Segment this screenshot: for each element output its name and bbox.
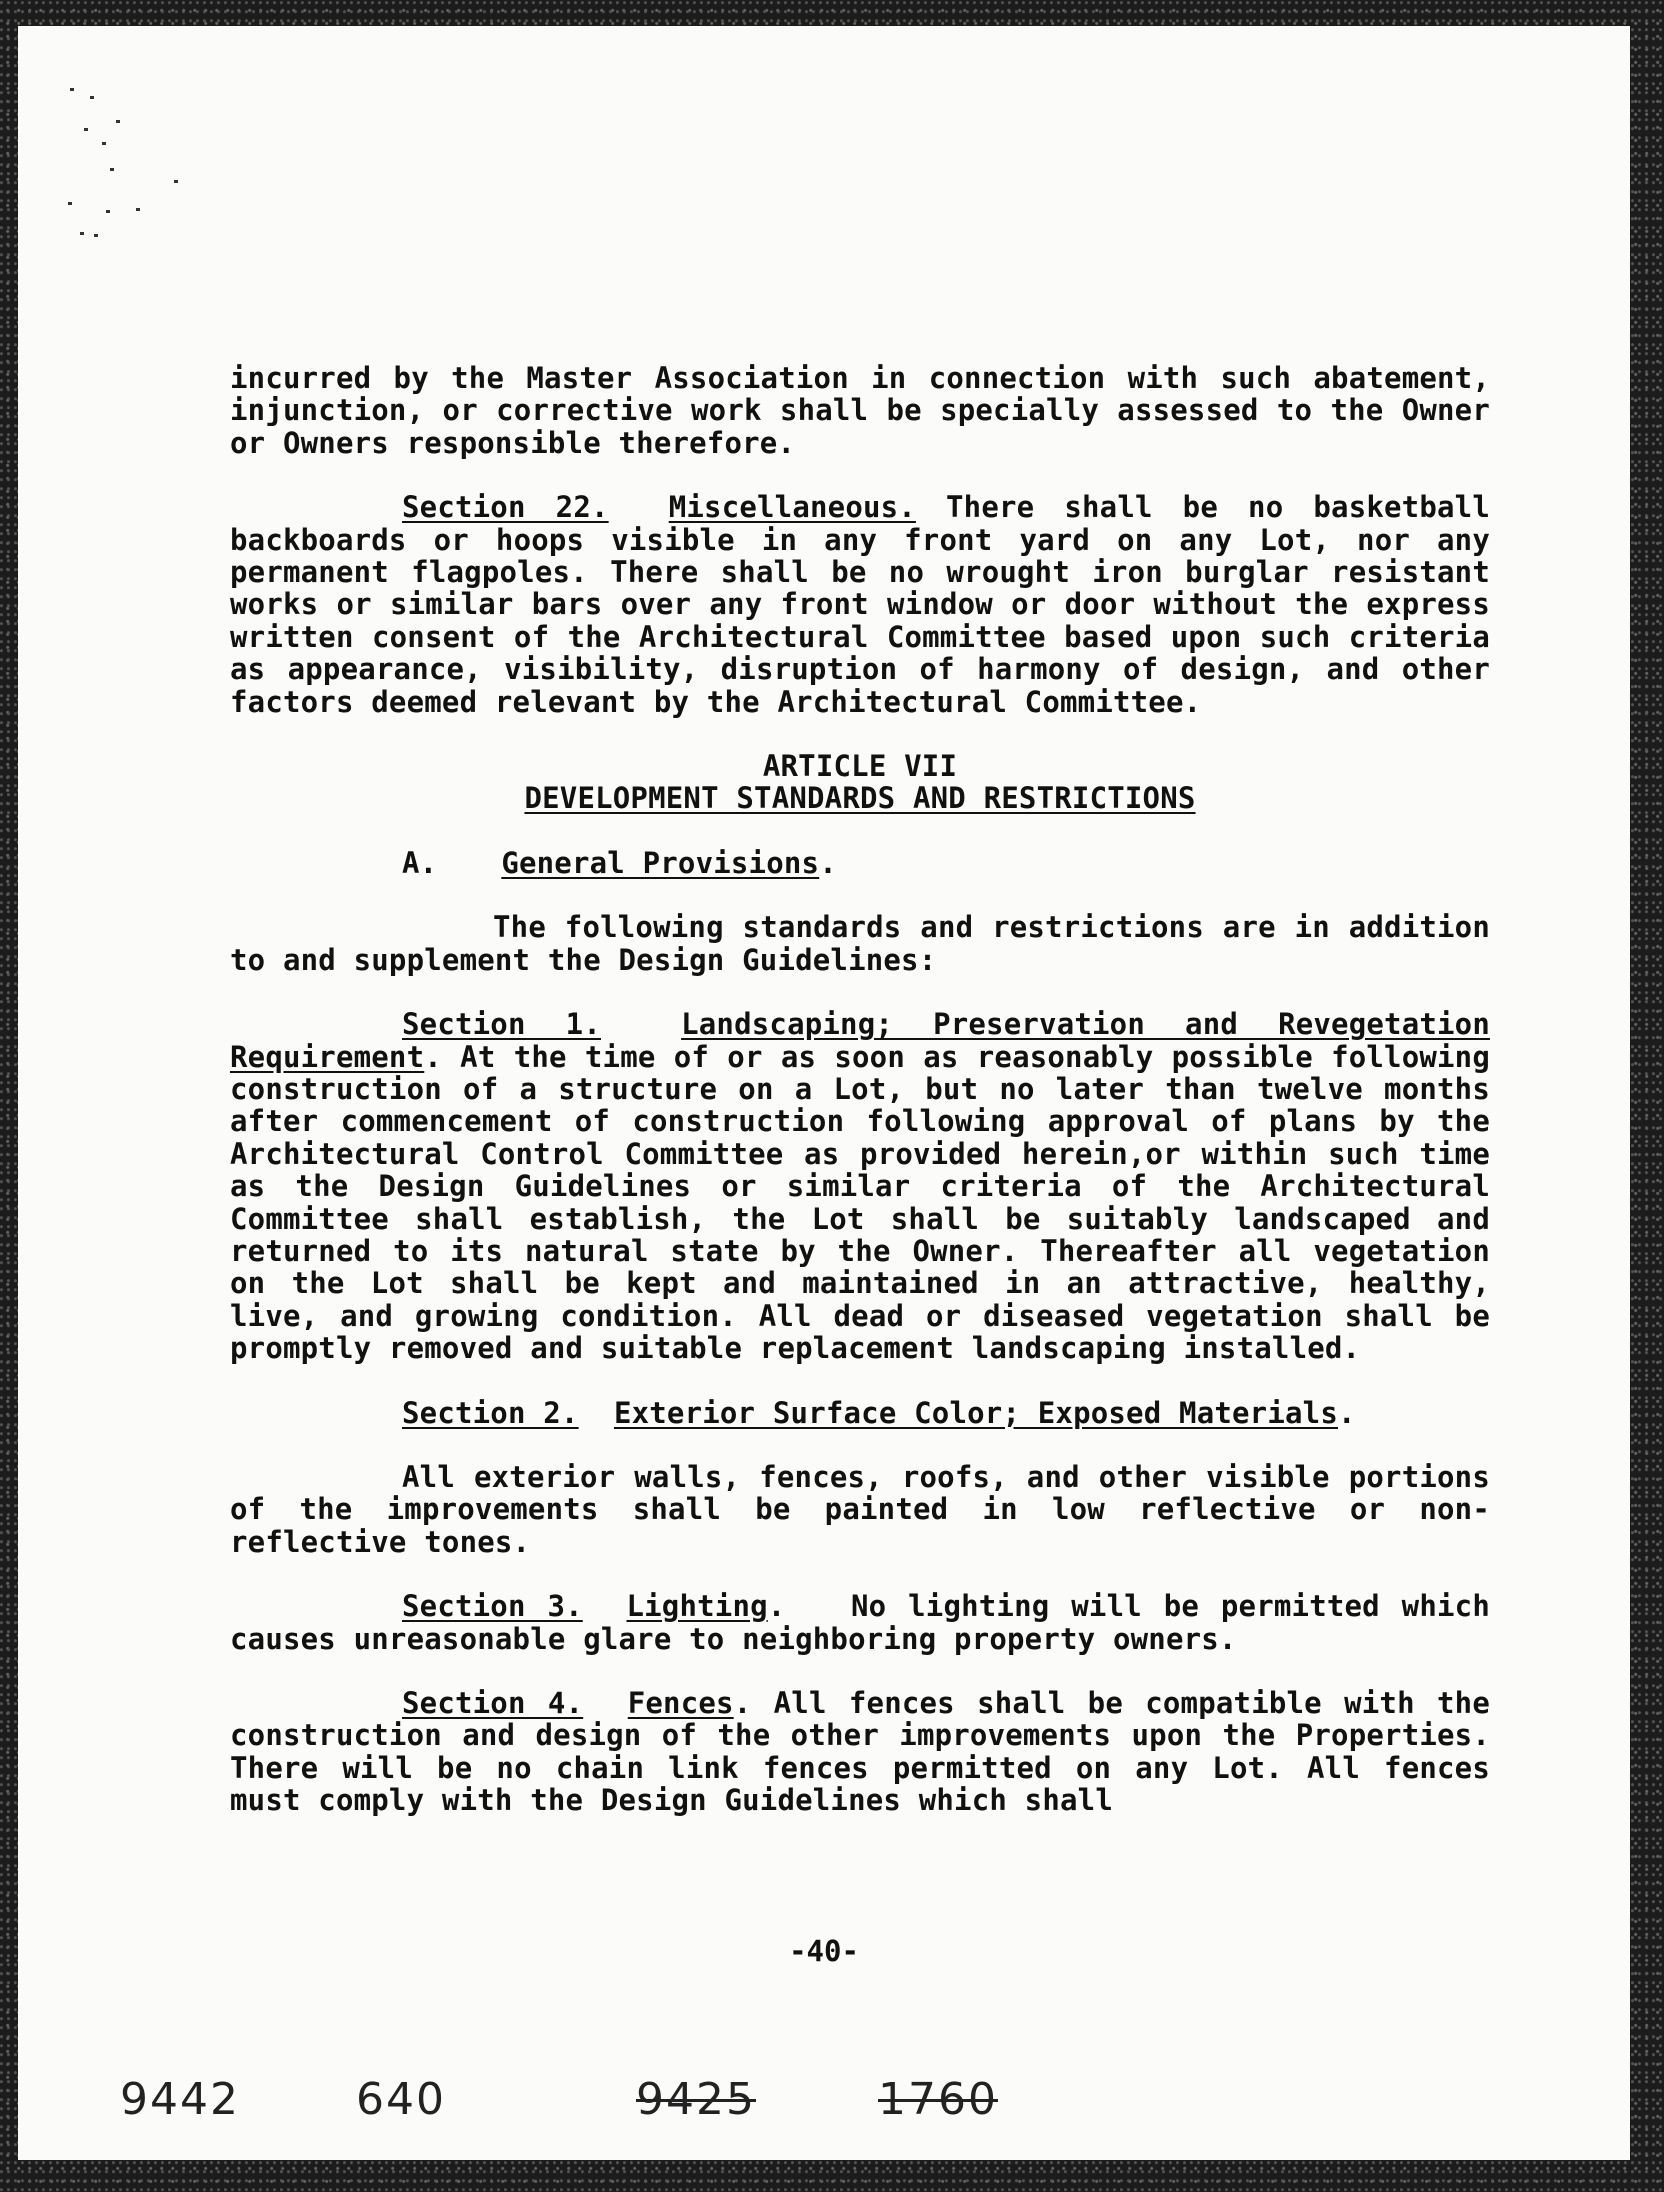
gp-letter: A.: [402, 845, 438, 880]
section-1-label: Section 1.: [402, 1007, 601, 1042]
gp-title: General Provisions: [501, 845, 820, 880]
section-4-label: Section 4.: [402, 1686, 584, 1720]
section-22: [230, 491, 1490, 718]
footer-struck-number-1: 9425: [636, 2074, 756, 2125]
page-number: -40-: [789, 1934, 859, 1968]
section-22-label: Section 22.: [402, 490, 609, 525]
footer-struck-number-2: 1760: [878, 2074, 998, 2125]
section-4-title: Fences: [627, 1686, 734, 1720]
section-3-title: Lighting: [626, 1589, 768, 1624]
section-1: Section 1. Landscaping; Preservation and Revegetation Requirement. At the time of or as soon as reasonably possible following construction of a structure on a Lot, but no later than twelve months after commencement of construction following approval of plans by the Architectural Control Committee as provided herein,or within such time as the Design Guidelines or similar criteria of the Architectural Committee shall establish, the Lot shall be suitably landscaped and returned to its natural state by the Owner. Thereafter all vegetation on the Lot shall be kept and maintained in an attractive, healthy, live, and growing condition. All dead or diseased vegetation shall be promptly removed and suitable replacement landscaping installed.: [230, 1007, 1491, 1366]
paragraph-continuation: incurred by the Master Association in connection with such abatement, injunction, or corrective work shall be specially assessed to the Owner or Owners responsible therefore.: [230, 361, 1490, 460]
footer-number-1: 9442: [120, 2074, 240, 2125]
scan-specks: [46, 62, 166, 252]
general-provisions-body: The following standards and restrictions are in addition to and supplement the Design Guidelines:: [230, 910, 1490, 977]
article-heading: ARTICLE VII: [762, 749, 958, 784]
section-2-label: Section 2.: [402, 1395, 579, 1430]
section-4: Section 4. Fences. All fences shall be compatible with the construction and design of the other improvements upon the Properties. There will be no chain link fences permitted on any Lot. All fences must comply with the Design Guidelines which shall: [230, 1686, 1490, 1818]
section-1-body: At the time of or as soon as reasonably possible following construction of a structure on a Lot, but no later than twelve months after commencement of construction following approval of plans by the Architectural Control Committee as provided herein,or within such time as the Design Guidelines or similar criteria of the Architectural Committee shall establish, the Lot shall be suitably landscaped and returned to its natural state by the Owner. Thereafter all vegetation on the Lot shall be kept and maintained in an attractive, healthy, live, and growing condition. All dead or diseased vegetation shall be promptly removed and suitable replacement landscaping installed.: [230, 1039, 1491, 1366]
section-3: Section 3. Lighting. No lighting will be permitted which causes unreasonable glare to neighboring property owners.: [230, 1589, 1490, 1656]
section-22-title: Miscellaneous.: [668, 490, 916, 525]
general-provisions-heading: A. General Provisions.: [402, 845, 837, 880]
section-2-title: Exterior Surface Color; Exposed Materials: [613, 1395, 1338, 1430]
section-2-heading: Section 2. Exterior Surface Color; Exposed Materials.: [402, 1395, 1356, 1430]
section-2-body: All exterior walls, fences, roofs, and other visible portions of the improvements shall be painted in low reflective or non-reflective tones.: [230, 1459, 1490, 1559]
body-text: [230, 362, 1490, 1817]
document-page: [18, 26, 1630, 2160]
article-title: DEVELOPMENT STANDARDS AND RESTRICTIONS: [524, 781, 1196, 816]
section-22-body: There shall be no basketball backboards or hoops visible in any front yard on any Lot, nor any permanent flagpoles. There shall be no wrought iron burglar resistant works or similar bars over any front window or door without the express written consent of the Architectural Committee based upon such criteria as appearance, visibility, disruption of harmony of design, and other factors deemed relevant by the Architectural Committee.: [230, 490, 1490, 719]
section-4-body: All fences shall be compatible with the construction and design of the other improvements upon the Properties. There will be no chain link fences permitted on any Lot. All fences must comply with the Design Guidelines which shall: [230, 1686, 1490, 1818]
section-1-title: Landscaping; Preservation and Revegetation Requirement: [230, 1007, 1490, 1074]
section-3-body: No lighting will be permitted which causes unreasonable glare to neighboring property owners.: [230, 1589, 1490, 1656]
section-3-label: Section 3.: [402, 1589, 583, 1624]
footer-number-2: 640: [356, 2074, 446, 2125]
